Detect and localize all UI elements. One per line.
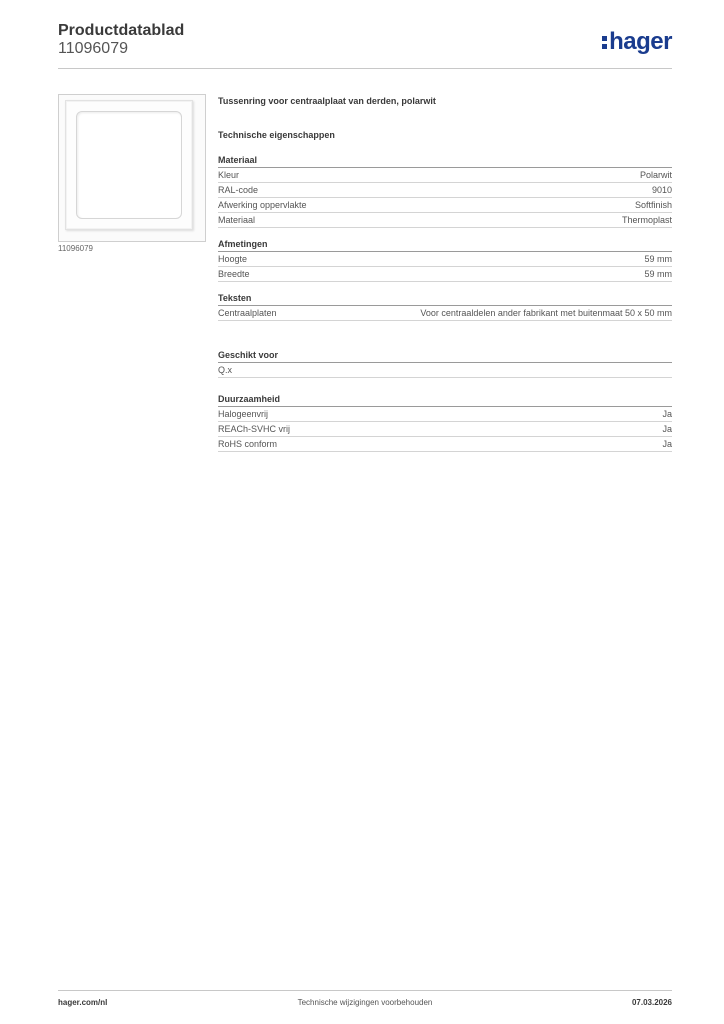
spec-row <box>218 183 672 198</box>
section-heading: Duurzaamheid <box>218 393 672 407</box>
spec-label: Materiaal <box>218 215 256 225</box>
spec-row <box>218 306 672 321</box>
section-teksten <box>218 292 672 321</box>
spec-row <box>218 168 672 183</box>
spec-label: Breedte <box>218 269 250 279</box>
section-heading: Teksten <box>218 292 672 306</box>
ring-frame-outer <box>65 100 193 230</box>
section-heading: Geschikt voor <box>218 349 672 363</box>
spec-value: 59 mm <box>644 269 672 279</box>
spec-value: 9010 <box>651 185 672 195</box>
spec-label: Afwerking oppervlakte <box>218 200 307 210</box>
spec-value: 59 mm <box>644 254 672 264</box>
product-number: 11096079 <box>58 40 128 57</box>
product-image <box>58 94 206 242</box>
spec-value: Thermoplast <box>621 215 672 225</box>
spec-row <box>218 407 672 422</box>
logo-dots-icon <box>602 34 608 50</box>
footer-note: Technische wijzigingen voorbehouden <box>297 998 433 1007</box>
section-heading: Afmetingen <box>218 238 672 252</box>
spec-label: Kleur <box>218 170 240 180</box>
spec-row <box>218 198 672 213</box>
footer-date: 07.03.2026 <box>631 998 672 1007</box>
section-duurzaamheid <box>218 393 672 452</box>
spec-row <box>218 267 672 282</box>
spec-row <box>218 363 672 378</box>
section-geschikt-voor <box>218 349 672 378</box>
spec-value: Softfinish <box>634 200 672 210</box>
logo-text: hager <box>609 28 672 55</box>
spec-label: RAL-code <box>218 185 259 195</box>
spec-value: Voor centraaldelen ander fabrikant met buitenmaat 50 x 50 mm <box>420 308 672 318</box>
spec-label: REACh-SVHC vrij <box>218 424 291 434</box>
spec-title: Technische eigenschappen <box>218 130 335 140</box>
page-header <box>58 22 672 68</box>
spec-row <box>218 422 672 437</box>
footer-divider <box>58 990 672 991</box>
footer-website-link[interactable]: hager.com/nl <box>58 998 108 1007</box>
section-afmetingen <box>218 238 672 282</box>
spec-label: Q.x <box>218 365 233 375</box>
product-name: Tussenring voor centraalplaat van derden, polarwit <box>218 96 436 106</box>
image-caption: 11096079 <box>58 244 93 253</box>
spec-label: RoHS conform <box>218 439 278 449</box>
spec-value: Ja <box>662 424 672 434</box>
document-title: Productdatablad <box>58 22 185 39</box>
spec-value: Ja <box>662 409 672 419</box>
header-divider <box>58 68 672 69</box>
section-heading: Materiaal <box>218 154 672 168</box>
spec-label: Hoogte <box>218 254 248 264</box>
hager-logo <box>602 28 672 56</box>
product-details <box>218 96 672 452</box>
spec-row <box>218 213 672 228</box>
ring-frame-inner <box>76 111 182 219</box>
section-materiaal <box>218 154 672 228</box>
spec-label: Centraalplaten <box>218 308 277 318</box>
spec-value: Polarwit <box>639 170 672 180</box>
spec-value: Ja <box>662 439 672 449</box>
spec-row <box>218 437 672 452</box>
spec-label: Halogeenvrij <box>218 409 269 419</box>
spec-row <box>218 252 672 267</box>
